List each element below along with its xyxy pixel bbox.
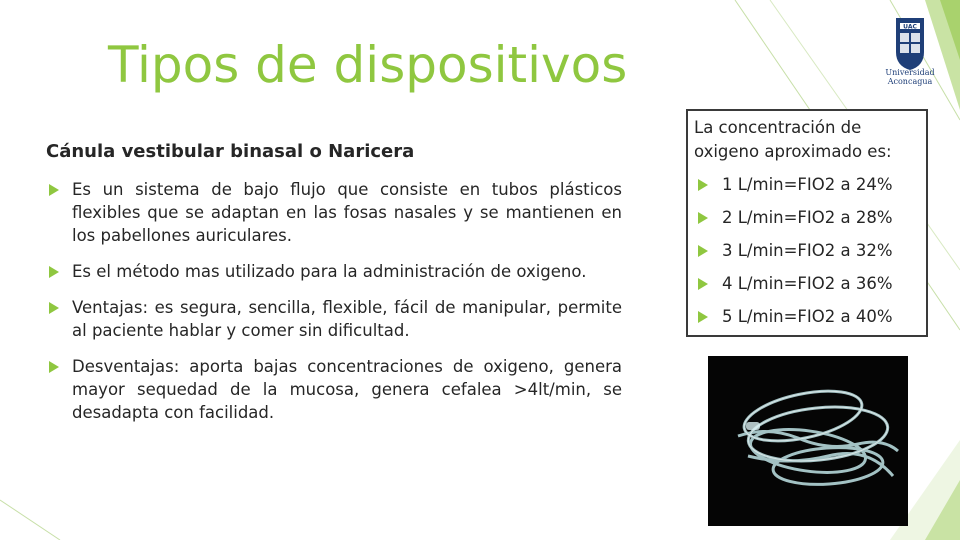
flow-rate-text: 2 L/min=FIO2 a 28%: [722, 208, 893, 227]
list-item: [46, 355, 622, 424]
section-subtitle: Cánula vestibular binasal o Naricera: [46, 141, 415, 162]
nasal-cannula-photo: [708, 356, 908, 526]
bullet-arrow-icon: [49, 266, 59, 278]
list-item: [696, 239, 893, 272]
bullet-arrow-icon: [698, 278, 708, 290]
bullet-arrow-icon: [698, 179, 708, 191]
flow-rate-text: 3 L/min=FIO2 a 32%: [722, 241, 893, 260]
list-item: [46, 296, 622, 342]
logo-wordmark: [874, 68, 946, 86]
flow-rate-list: [696, 173, 893, 338]
list-item: [696, 173, 893, 206]
bullet-arrow-icon: [49, 184, 59, 196]
concentration-box: [686, 109, 928, 337]
description-list: [46, 178, 622, 437]
logo-line-1: Universidad: [885, 68, 935, 77]
logo-line-2: Aconcagua: [887, 77, 933, 86]
bullet-arrow-icon: [698, 212, 708, 224]
list-item: [46, 178, 622, 247]
flow-rate-text: 4 L/min=FIO2 a 36%: [722, 274, 893, 293]
concentration-box-title: La concentración de oxigeno aproximado es:: [694, 118, 892, 161]
bullet-arrow-icon: [698, 311, 708, 323]
list-item: [46, 260, 622, 283]
logo-shield-text: UAC: [903, 23, 917, 31]
bullet-text: Ventajas: es segura, sencilla, flexible, fácil de manipular, permite al paciente hablar y comer sin dificultad.: [72, 298, 622, 340]
list-item: [696, 305, 893, 338]
slide-title: Tipos de dispositivos: [108, 36, 628, 94]
bullet-arrow-icon: [698, 245, 708, 257]
bullet-text: Es un sistema de bajo flujo que consiste en tubos plásticos flexibles que se adaptan en las fosas nasales y se mantienen en los pabellones auriculares.: [72, 180, 622, 245]
bullet-text: Desventajas: aporta bajas concentraciones de oxigeno, genera mayor sequedad de la mucosa, genera cefalea >4lt/min, se desadapta con facilidad.: [72, 357, 622, 422]
bullet-arrow-icon: [49, 361, 59, 373]
bullet-arrow-icon: [49, 302, 59, 314]
list-item: [696, 272, 893, 305]
flow-rate-text: 1 L/min=FIO2 a 24%: [722, 175, 893, 194]
flow-rate-text: 5 L/min=FIO2 a 40%: [722, 307, 893, 326]
bullet-text: Es el método mas utilizado para la administración de oxigeno.: [72, 262, 587, 281]
list-item: [696, 206, 893, 239]
